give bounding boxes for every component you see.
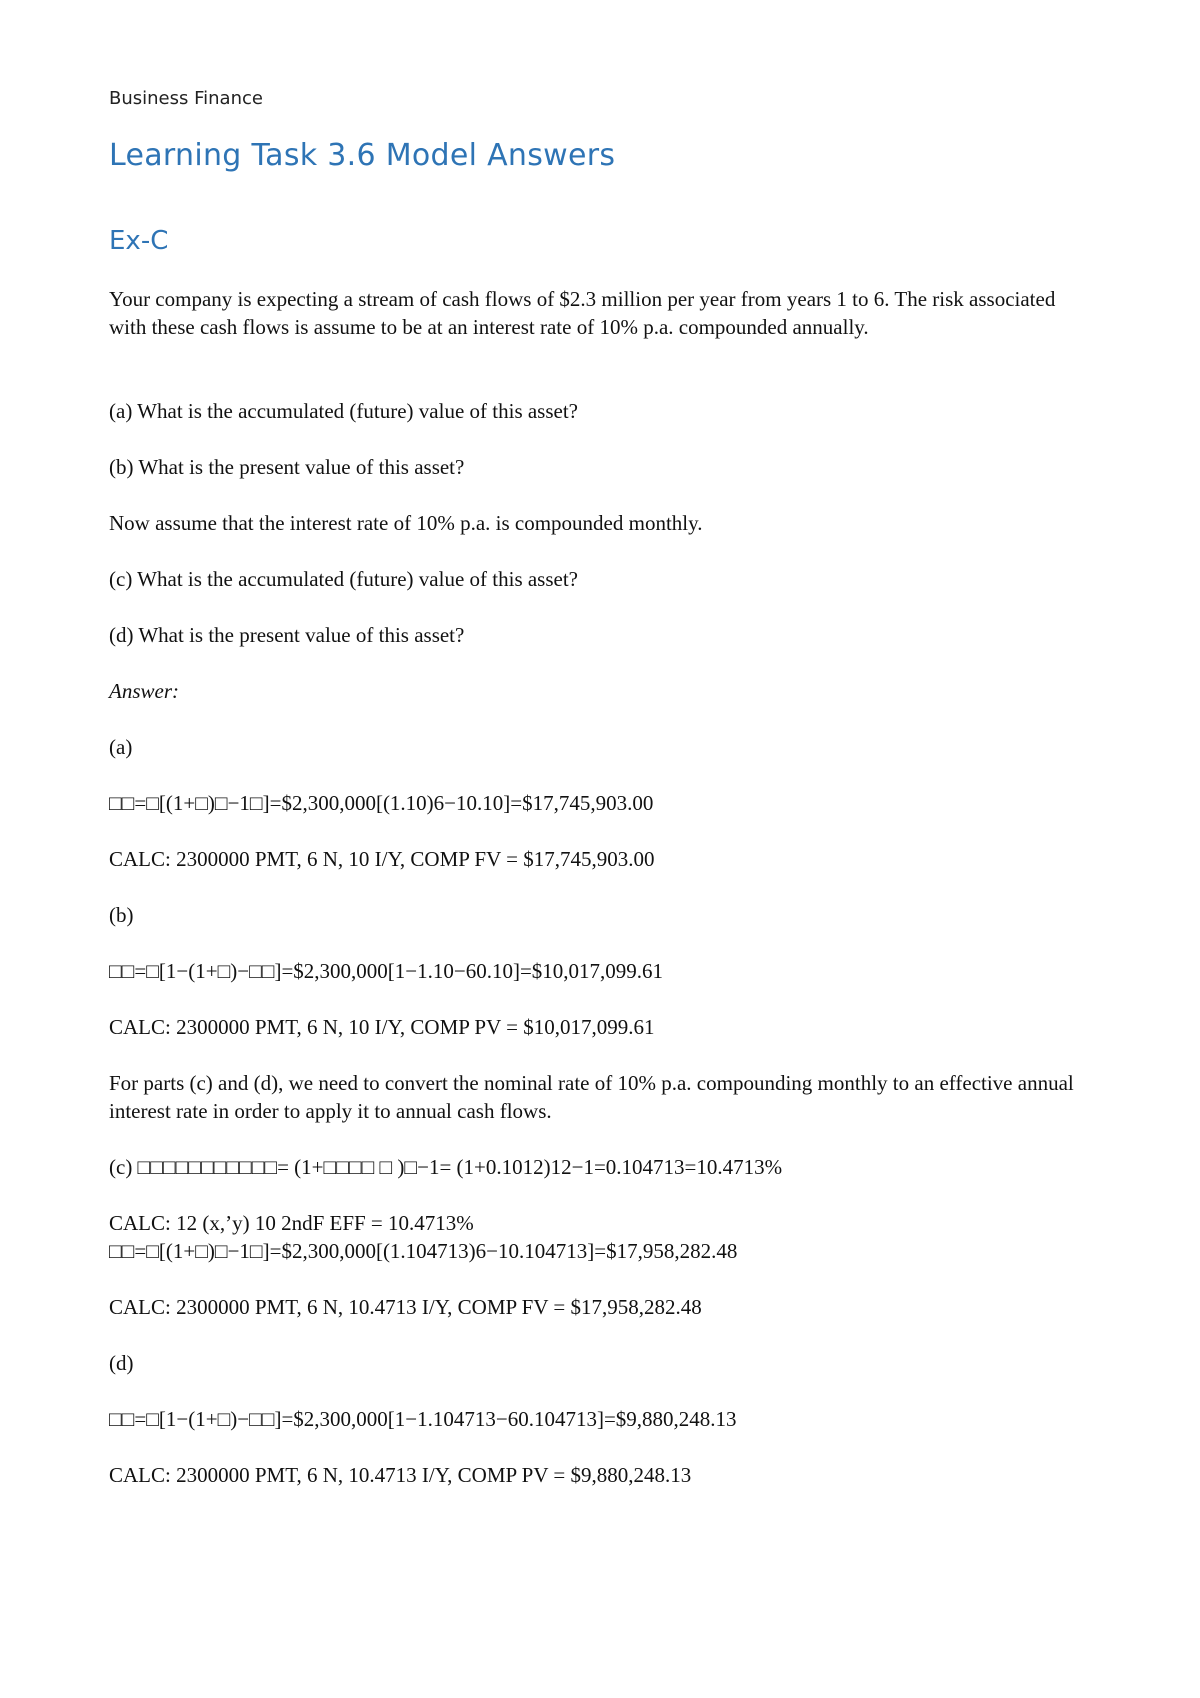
question-c: (c) What is the accumulated (future) value of this asset? [109, 567, 579, 591]
question-b: (b) What is the present value of this asset? [109, 455, 465, 479]
answer-a-calc: CALC: 2300000 PMT, 6 N, 10 I/Y, COMP FV = $17,745,903.00 [109, 847, 655, 871]
answer-a-formula: □□=□[(1+□)□−1□]=$2,300,000[(1.10)6−10.10]=$17,745,903.00 [109, 791, 654, 815]
answer-d-calc: CALC: 2300000 PMT, 6 N, 10.4713 I/Y, COMP PV = $9,880,248.13 [109, 1463, 692, 1487]
answer-b-formula: □□=□[1−(1+□)−□□]=$2,300,000[1−1.10−60.10]=$10,017,099.61 [109, 959, 664, 983]
answer-c-formula-fv: □□=□[(1+□)□−1□]=$2,300,000[(1.104713)6−10.104713]=$17,958,282.48 [109, 1239, 738, 1263]
answer-d-formula: □□=□[1−(1+□)−□□]=$2,300,000[1−1.104713−60.104713]=$9,880,248.13 [109, 1407, 737, 1431]
question-a: (a) What is the accumulated (future) value of this asset? [109, 399, 579, 423]
conversion-note: For parts (c) and (d), we need to convert the nominal rate of 10% p.a. compounding monthly to an effective annual interest rate in order to apply it to annual cash flows. [109, 1071, 1079, 1123]
answer-b-calc: CALC: 2300000 PMT, 6 N, 10 I/Y, COMP PV = $10,017,099.61 [109, 1015, 655, 1039]
answer-a-label: (a) [109, 735, 133, 759]
answer-label: Answer: [109, 679, 179, 703]
answer-d-label: (d) [109, 1351, 134, 1375]
question-intro: Your company is expecting a stream of cash flows of $2.3 million per year from years 1 to 6. The risk associated with these cash flows is assume to be at an interest rate of 10% p.a. compounded annually. [109, 287, 1061, 339]
course-header: Business Finance [109, 88, 263, 109]
answer-c-calc: CALC: 2300000 PMT, 6 N, 10.4713 I/Y, COMP FV = $17,958,282.48 [109, 1295, 702, 1319]
page-title: Learning Task 3.6 Model Answers [109, 138, 616, 173]
question-d: (d) What is the present value of this asset? [109, 623, 465, 647]
answer-b-label: (b) [109, 903, 134, 927]
section-heading: Ex-C [109, 226, 169, 256]
answer-c-formula: (c) □□□□□□□□□□□= (1+□□□□ □ )□−1= (1+0.1012)12−1=0.104713=10.4713% [109, 1155, 783, 1179]
answer-c-calc-eff: CALC: 12 (x,’y) 10 2ndF EFF = 10.4713% [109, 1211, 474, 1235]
monthly-note: Now assume that the interest rate of 10% p.a. is compounded monthly. [109, 511, 703, 535]
